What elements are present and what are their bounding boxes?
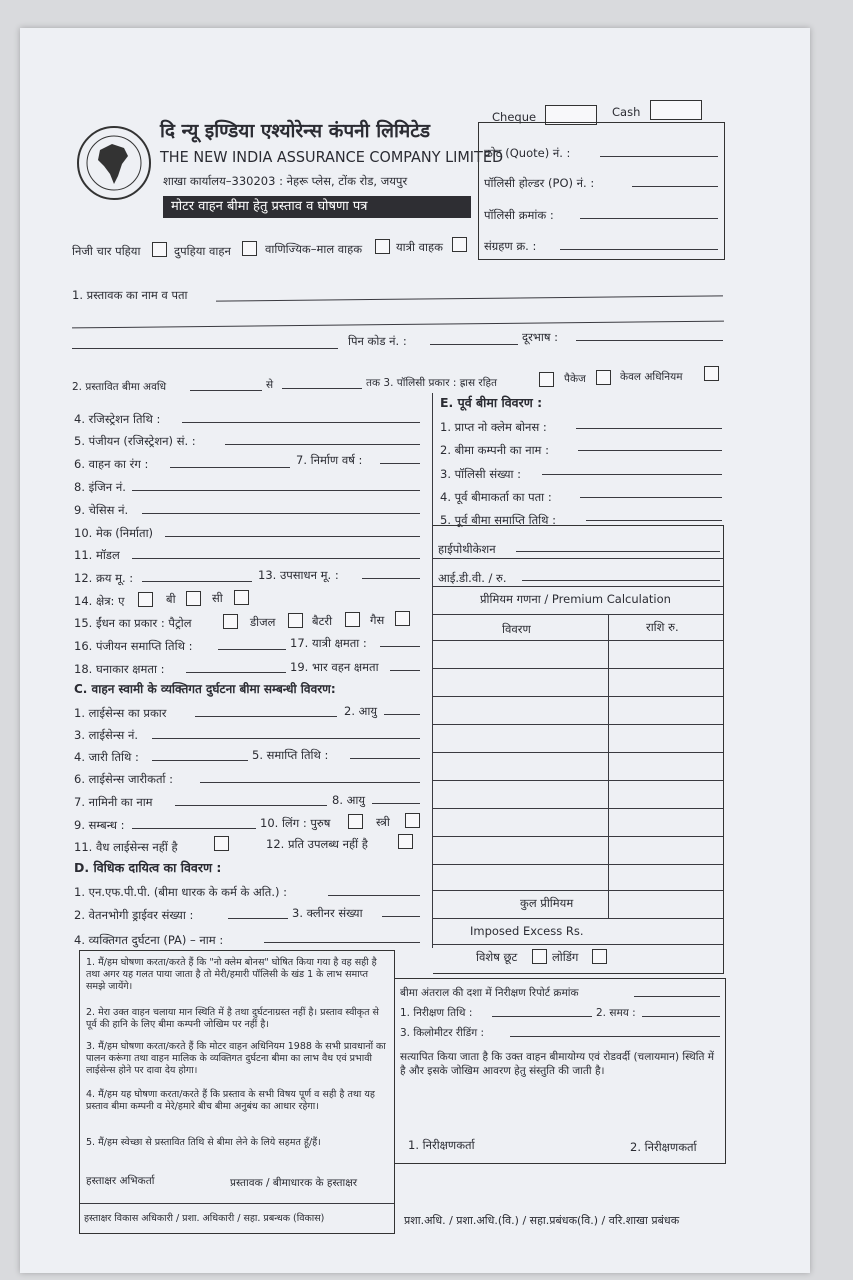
copy-unavailable-label: 12. प्रति उपलब्ध नहीं है xyxy=(266,837,368,851)
license-type-label: 1. लाईसेन्स का प्रकार xyxy=(74,706,167,720)
inspection-date-label: 1. निरीक्षण तिथि : xyxy=(400,1007,473,1019)
nfpp-field[interactable] xyxy=(328,895,420,896)
section-c-title: C. वाहन स्वामी के व्यक्तिगत दुर्घटना बीमा सम्बन्धी विवरण: xyxy=(74,682,336,696)
inspector-2-label: 2. निरीक्षणकर्ता xyxy=(630,1140,697,1154)
declaration-item: 3. मैं/हम घोषणा करता/करते हैं कि मोटर वाहन अधिनियम 1988 के सभी प्रावधानों का पालन करूंगा तथा वाहन मालिक के व्यक्तिगत दुर्घटना बीमा का लाभ वैध एवं प्रभावी लाईसेन्स होने पर दावा देय होगा। xyxy=(86,1041,386,1076)
imposed-excess-label: Imposed Excess Rs. xyxy=(470,924,584,938)
diesel-label: डीजल xyxy=(250,615,276,629)
address-line-2-field[interactable] xyxy=(72,348,338,349)
registration-expiry-field[interactable] xyxy=(218,649,286,650)
phone-label: दूरभाष : xyxy=(522,330,559,344)
loading-label: लोडिंग xyxy=(552,950,579,964)
chassis-no-field[interactable] xyxy=(142,513,420,514)
desc-column-header: विवरण xyxy=(502,622,531,636)
rule xyxy=(433,640,723,641)
quote-no-label: कोट (Quote) नं. : xyxy=(484,146,571,160)
package-label: पैकेज xyxy=(564,373,586,385)
registration-date-field[interactable] xyxy=(182,422,420,423)
female-label: स्त्री xyxy=(376,815,390,829)
license-type-field[interactable] xyxy=(195,716,337,717)
hypothecation-label: हाईपोथीकेशन xyxy=(438,542,496,556)
two-wheeler-checkbox[interactable] xyxy=(242,241,257,256)
zone-c-checkbox[interactable] xyxy=(234,590,249,605)
declaration-item: 2. मेरा उक्त वाहन चलाया मान स्थिति में है तथा दुर्घटनाग्रस्त नहीं है। प्रस्ताव स्वीकृत से पूर्व की हानि के लिए बीमा कम्पनी जोखिम पर नहीं है। xyxy=(86,1007,379,1030)
vehicle-type-goods: वाणिज्यिक–माल वाहक xyxy=(265,242,363,256)
company-name-hindi: दि न्यू इण्डिया एश्योरेन्स कंपनी लिमिटेड xyxy=(160,120,431,142)
battery-checkbox[interactable] xyxy=(345,612,360,627)
make-label: 10. मेक (निर्माता) xyxy=(74,526,154,540)
issue-date-field[interactable] xyxy=(152,760,248,761)
idv-field[interactable] xyxy=(522,580,720,581)
inspection-date-field[interactable] xyxy=(492,1016,592,1017)
prev-insurer-field[interactable] xyxy=(578,450,722,451)
zone-label: 14. क्षेत्र: ए xyxy=(74,594,125,608)
rule xyxy=(433,614,723,615)
gender-label: 10. लिंग : पुरुष xyxy=(260,816,331,830)
issue-date-label: 4. जारी तिथि : xyxy=(74,750,139,764)
rule xyxy=(433,836,723,837)
policy-type-label: 3. पॉलिसी प्रकार : ह्रास रहित xyxy=(383,377,498,389)
form-title: मोटर वाहन बीमा हेतु प्रस्ताव व घोषणा पत्र xyxy=(163,196,471,218)
pin-code-field[interactable] xyxy=(430,344,518,345)
no-valid-license-label: 11. वैध लाईसेन्स नहीं है xyxy=(74,840,178,854)
collection-no-field[interactable] xyxy=(560,249,718,250)
cash-label: Cash xyxy=(612,105,641,119)
period-to-label: तक xyxy=(366,377,381,389)
proposer-signature-label: प्रस्तावक / बीमाधारक के हस्ताक्षर xyxy=(230,1177,358,1189)
section-d-title: D. विधिक दायित्व का विवरण : xyxy=(74,860,222,875)
model-field[interactable] xyxy=(132,558,420,559)
cubic-capacity-field[interactable] xyxy=(186,672,286,673)
rule xyxy=(433,918,723,919)
registration-date-label: 4. रजिस्ट्रेशन तिथि : xyxy=(74,412,161,426)
officer-signature-label: हस्ताक्षर विकास अधिकारी / प्रशा. अधिकारी / सहा. प्रबन्धक (विकास) xyxy=(84,1213,325,1224)
special-discount-label: विशेष छूट xyxy=(476,950,518,964)
nfpp-label: 1. एन.एफ.पी.पी. (बीमा धारक के कर्म के अति.) : xyxy=(74,885,288,899)
inspection-report-label: बीमा अंतराल की दशा में निरीक्षण रिपोर्ट क्रमांक xyxy=(400,987,579,999)
registration-no-field[interactable] xyxy=(225,444,420,445)
prev-policy-no-label: 3. पॉलिसी संख्या : xyxy=(440,467,522,481)
nominee-name-label: 7. नामिनी का नाम xyxy=(74,795,153,809)
registration-no-label: 5. पंजीयन (रजिस्ट्रेशन) सं. : xyxy=(74,434,196,448)
rule xyxy=(433,780,723,781)
policy-type-prefix xyxy=(366,376,497,390)
period-to-field[interactable] xyxy=(282,388,362,389)
passenger-carrier-checkbox[interactable] xyxy=(452,237,467,252)
purchase-value-label: 12. क्रय मू. : xyxy=(74,571,134,585)
company-name-english: THE NEW INDIA ASSURANCE COMPANY LIMITED xyxy=(160,148,504,166)
nominee-age-label: 8. आयु xyxy=(332,793,366,807)
proposer-address-field[interactable] xyxy=(72,321,724,329)
license-issuer-label: 6. लाईसेन्स जारीकर्ता : xyxy=(74,772,174,786)
owner-age-field[interactable] xyxy=(384,714,420,715)
zone-c-label: सी xyxy=(212,591,223,605)
loading-checkbox[interactable] xyxy=(592,949,607,964)
ncb-label: 1. प्राप्त नो क्लेम बोनस : xyxy=(440,420,547,434)
rule xyxy=(433,864,723,865)
depreciation-free-checkbox[interactable] xyxy=(539,372,554,387)
policy-holder-field[interactable] xyxy=(632,186,718,187)
engine-no-label: 8. इंजिन नं. xyxy=(74,480,126,494)
gas-label: गैस xyxy=(370,613,385,627)
agent-signature-label: हस्ताक्षर अभिकर्ता xyxy=(86,1175,155,1187)
prev-insurer-label: 2. बीमा कम्पनी का नाम : xyxy=(440,443,549,457)
declaration-item: 4. मैं/हम यह घोषणा करता/करते हैं कि प्रस्ताव के सभी विषय पूर्ण व सही है तथा यह प्रस्ताव बीमा कम्पनी व मेरे/हमारे बीच बीमा अनुबंध का आधार रहेगा। xyxy=(86,1089,375,1112)
vehicle-type-two-wheeler: दुपहिया वाहन xyxy=(174,244,231,258)
cheque-label: Cheque xyxy=(492,110,537,124)
pin-code-label: पिन कोड नं. : xyxy=(348,334,407,348)
seating-capacity-field[interactable] xyxy=(380,646,420,647)
company-logo xyxy=(76,124,152,202)
model-label: 11. मॉडल xyxy=(74,548,120,562)
proposal-form-sheet xyxy=(20,28,810,1273)
act-only-label: केवल अधिनियम xyxy=(620,371,683,383)
policy-holder-label: पॉलिसी होल्डर (PO) नं. : xyxy=(484,176,595,190)
section-e-title: E. पूर्व बीमा विवरण : xyxy=(440,395,543,410)
paid-driver-label: 2. वेतनभोगी ड्राईवर संख्या : xyxy=(74,908,194,922)
vehicle-color-field[interactable] xyxy=(170,467,290,468)
vehicle-color-label: 6. वाहन का रंग : xyxy=(74,457,149,471)
paid-driver-field[interactable] xyxy=(228,918,288,919)
rule xyxy=(433,696,723,697)
make-field[interactable] xyxy=(165,536,420,537)
policy-no-field[interactable] xyxy=(580,218,718,219)
owner-age-label: 2. आयु xyxy=(344,704,378,718)
petrol-checkbox[interactable] xyxy=(223,614,238,629)
rule xyxy=(433,752,723,753)
prev-expiry-field[interactable] xyxy=(586,520,722,521)
premium-table-divider xyxy=(608,614,609,919)
nominee-age-field[interactable] xyxy=(372,803,420,804)
no-valid-license-checkbox[interactable] xyxy=(214,836,229,851)
registration-expiry-label: 16. पंजीयन समाप्ति तिथि : xyxy=(74,639,193,653)
total-premium-label: कुल प्रीमियम xyxy=(520,896,574,910)
zone-a-checkbox[interactable] xyxy=(138,592,153,607)
declaration-item: 5. मैं/हम स्वेच्छा से प्रस्तावित तिथि से बीमा लेने के लिये सहमत हूँ/हैं। xyxy=(86,1137,321,1148)
office-signature-label: प्रशा.अधि. / प्रशा.अधि.(वि.) / सहा.प्रबंधक(वि.) / वरि.शाखा प्रबंधक xyxy=(404,1214,680,1227)
collection-no-label: संग्रहण क्र. : xyxy=(484,239,537,253)
private-four-wheeler-checkbox[interactable] xyxy=(152,242,167,257)
carrying-capacity-field[interactable] xyxy=(390,670,420,671)
license-no-label: 3. लाईसेन्स नं. xyxy=(74,728,138,742)
inspection-time-field[interactable] xyxy=(642,1016,720,1017)
rule xyxy=(433,808,723,809)
vehicle-type-private: निजी चार पहिया xyxy=(72,244,141,258)
declaration-box xyxy=(79,950,395,1234)
seating-capacity-label: 17. यात्री क्षमता : xyxy=(290,636,367,650)
declaration-item: 1. मैं/हम घोषणा करता/करते हैं कि "नो क्लेम बोनस" घोषित किया गया है वह सही है तथा अगर यह गलत पाया जाता है तो मेरी/हमारी पॉलिसी के खंड 1 के लाभ समाप्त समझे जायेंगे। xyxy=(86,957,377,992)
expiry-date-label: 5. समाप्ति तिथि : xyxy=(252,748,329,762)
expiry-date-field[interactable] xyxy=(350,758,420,759)
proposer-name-field[interactable] xyxy=(216,295,723,301)
act-only-checkbox[interactable] xyxy=(704,366,719,381)
manufacture-year-field[interactable] xyxy=(380,463,420,464)
rule xyxy=(433,944,723,945)
nominee-name-field[interactable] xyxy=(175,805,327,806)
diesel-checkbox[interactable] xyxy=(288,613,303,628)
km-reading-label: 3. किलोमीटर रीडिंग : xyxy=(400,1027,485,1039)
zone-b-label: बी xyxy=(166,592,176,606)
period-from-field[interactable] xyxy=(190,390,262,391)
battery-label: बैटरी xyxy=(312,614,333,628)
phone-field[interactable] xyxy=(576,340,723,341)
prev-insurer-address-field[interactable] xyxy=(580,497,722,498)
engine-no-field[interactable] xyxy=(132,490,420,491)
rule xyxy=(433,668,723,669)
accessories-value-label: 13. उपसाधन मू. : xyxy=(258,568,339,582)
vehicle-type-passenger: यात्री वाहक xyxy=(396,240,443,254)
gas-checkbox[interactable] xyxy=(395,611,410,626)
premium-title: प्रीमियम गणना / Premium Calculation xyxy=(480,592,671,606)
fuel-type-label: 15. ईंधन का प्रकार : पैट्रोल xyxy=(74,616,192,630)
idv-label: आई.डी.वी. / रु. xyxy=(438,571,507,585)
period-from-label: से xyxy=(266,379,274,391)
rule xyxy=(433,890,723,891)
purchase-value-field[interactable] xyxy=(142,581,252,582)
license-no-field[interactable] xyxy=(152,738,420,739)
hypothecation-field[interactable] xyxy=(516,551,720,552)
rule xyxy=(433,724,723,725)
prev-policy-no-field[interactable] xyxy=(542,474,722,475)
pa-name-label: 4. व्यक्तिगत दुर्घटना (PA) – नाम : xyxy=(74,933,224,947)
license-issuer-field[interactable] xyxy=(200,782,420,783)
relation-label: 9. सम्बन्ध : xyxy=(74,818,125,832)
policy-no-label: पॉलिसी क्रमांक : xyxy=(484,208,554,222)
female-checkbox[interactable] xyxy=(405,813,420,828)
proposer-name-label: 1. प्रस्तावक का नाम व पता xyxy=(72,288,188,302)
quote-no-field[interactable] xyxy=(600,156,718,157)
goods-carrier-checkbox[interactable] xyxy=(375,239,390,254)
accessories-value-field[interactable] xyxy=(362,578,420,579)
inspection-report-no-field[interactable] xyxy=(634,996,720,997)
prev-insurer-address-label: 4. पूर्व बीमाकर्ता का पता : xyxy=(440,490,552,504)
carrying-capacity-label: 19. भार वहन क्षमता xyxy=(290,660,379,674)
branch-address: शाखा कार्यालय–330203 : नेहरू प्लेस, टोंक रोड, जयपुर xyxy=(163,174,408,188)
rule xyxy=(433,586,723,587)
zone-b-checkbox[interactable] xyxy=(186,591,201,606)
ncb-field[interactable] xyxy=(576,428,722,429)
km-reading-field[interactable] xyxy=(510,1036,720,1037)
cubic-capacity-label: 18. घनाकार क्षमता : xyxy=(74,662,165,676)
inspection-statement: सत्यापित किया जाता है कि उक्त वाहन बीमायोग्य एवं रोडवर्दी (चलायमान) स्थिति में है और इसके जोखिम आवरण हेतु संस्तुति की जाती है। xyxy=(400,1051,715,1077)
cash-checkbox[interactable] xyxy=(650,100,702,120)
amount-column-header: राशि रु. xyxy=(646,620,679,634)
rule xyxy=(433,558,723,559)
package-checkbox[interactable] xyxy=(596,370,611,385)
chassis-no-label: 9. चेसिस नं. xyxy=(74,503,129,517)
male-checkbox[interactable] xyxy=(348,814,363,829)
insurance-period-label: 2. प्रस्तावित बीमा अवधि xyxy=(72,381,167,393)
cleaner-count-field[interactable] xyxy=(382,916,420,917)
prev-expiry-label: 5. पूर्व बीमा समाप्ति तिथि : xyxy=(440,513,557,527)
relation-field[interactable] xyxy=(132,828,256,829)
rule xyxy=(80,1203,394,1204)
manufacture-year-label: 7. निर्माण वर्ष : xyxy=(296,453,363,467)
cleaner-count-label: 3. क्लीनर संख्या xyxy=(292,906,363,920)
inspector-1-label: 1. निरीक्षणकर्ता xyxy=(408,1138,475,1152)
copy-unavailable-checkbox[interactable] xyxy=(398,834,413,849)
inspection-time-label: 2. समय : xyxy=(596,1007,636,1019)
special-discount-checkbox[interactable] xyxy=(532,949,547,964)
pa-name-field[interactable] xyxy=(264,942,420,943)
